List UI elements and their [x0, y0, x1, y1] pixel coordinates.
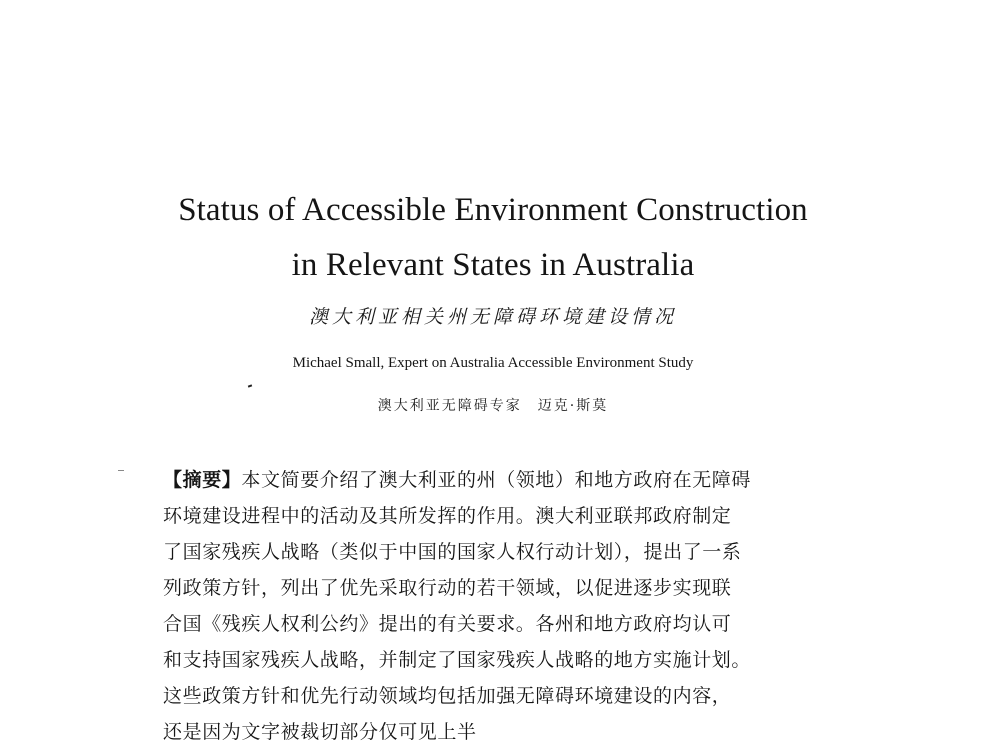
abstract-line [163, 462, 843, 498]
abstract-label: 【摘要】 [163, 469, 242, 491]
abstract [163, 462, 843, 750]
abstract-line: 和支持国家残疾人战略，并制定了国家残疾人战略的地方实施计划。 [163, 649, 752, 671]
abstract-line: 环境建设进程中的活动及其所发挥的作用。澳大利亚联邦政府制定 [163, 505, 732, 527]
abstract-line: 这些政策方针和优先行动领域均包括加强无障碍环境建设的内容， [163, 685, 732, 707]
abstract-line: 合国《残疾人权利公约》提出的有关要求。各州和地方政府均认可 [163, 613, 732, 635]
scan-speck [248, 384, 252, 387]
abstract-line: 了国家残疾人战略（类似于中国的国家人权行动计划），提出了一系 [163, 541, 742, 563]
abstract-line-text: 本文简要介绍了澳大利亚的州（领地）和地方政府在无障碍 [241, 469, 752, 491]
scan-mark [118, 470, 124, 471]
author-chinese: 澳大利亚无障碍专家 迈克·斯莫 [377, 398, 609, 414]
paper-title-line-1: Status of Accessible Environment Construction [178, 192, 808, 228]
paper-title-chinese: 澳大利亚相关州无障碍环境建设情况 [308, 306, 677, 328]
abstract-line: 列政策方针，列出了优先采取行动的若干领域，以促进逐步实现联 [163, 577, 732, 599]
abstract-line: 还是因为文字被裁切部分仅可见上半 [163, 721, 477, 743]
author-english: Michael Small, Expert on Australia Accessible Environment Study [292, 355, 694, 371]
paper-title-line-2: in Relevant States in Australia [291, 247, 695, 283]
